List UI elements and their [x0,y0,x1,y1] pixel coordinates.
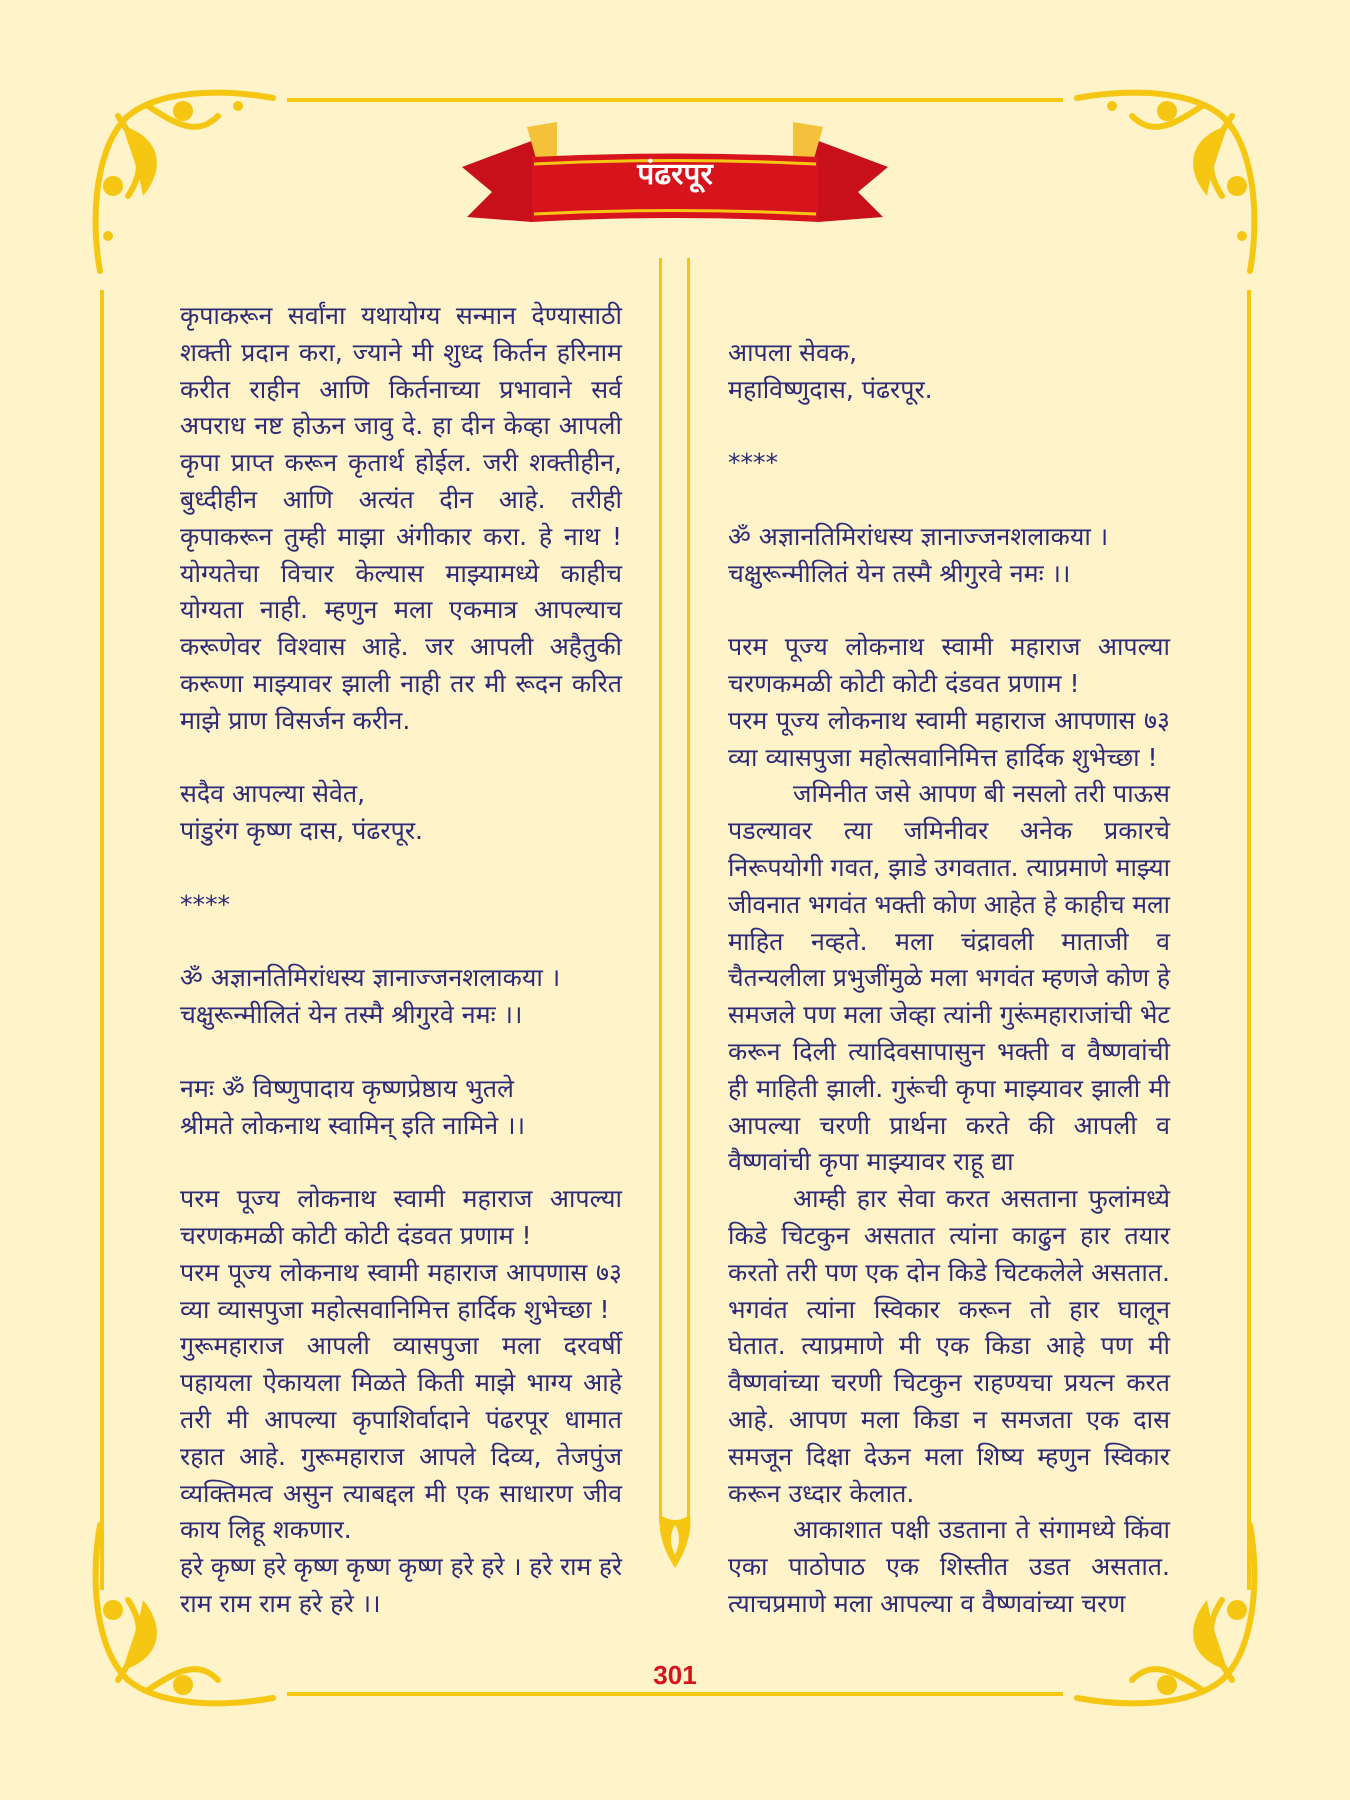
text-line: त्याचप्रमाणे मला आपल्या व वैष्णवांच्या चरण [728,1588,1126,1618]
text-line: करून दिली त्यादिवसापासुन भक्ती व वैष्णवांची [728,1036,1170,1066]
text-line-row [180,1218,622,1255]
text-line: घेतात. त्याप्रमाणे मी एक किडा आहे पण मी [728,1331,1170,1361]
paragraph [728,629,1170,703]
text-line-row [180,666,622,703]
right-column [728,298,1170,1623]
paragraph [728,335,1170,372]
text-line-row [728,1255,1170,1292]
text-line-row [180,1512,622,1549]
text-line: ही माहिती झाली. गुरूंची कृपा माझ्यावर झाली मी [728,1073,1170,1103]
text-line: करीत राहीन आणि किर्तनाच्या प्रभावाने सर्व [180,374,622,404]
paragraph [180,1549,622,1623]
text-line: आहे. आपण मला किडा न समजता एक दास [728,1404,1170,1434]
text-line: व्यक्तिमत्व असुन त्याबद्दल मी एक साधारण जीव [180,1478,622,1508]
paragraph [180,1255,622,1329]
text-line: आपला सेवक, [728,337,858,367]
text-line-row [180,445,622,482]
text-line: हरे कृष्ण हरे कृष्ण कृष्ण कृष्ण हरे हरे । हरे राम हरे [180,1552,623,1582]
divider-drop-ornament-icon [655,1510,695,1570]
text-line: महाविष्णुदास, पंढरपूर. [728,374,933,404]
paragraph [728,1181,1170,1512]
text-line: पडल्यावर त्या जमिनीवर अनेक प्रकारचे [728,816,1170,846]
text-line: ॐ अज्ञानतिमिरांधस्य ज्ञानाज्जनशलाकया । [728,521,1109,551]
text-line: परम पूज्य लोकनाथ स्वामी महाराज आपल्या [180,1184,622,1214]
text-line: चरणकमळी कोटी कोटी दंडवत प्रणाम ! [728,668,1080,698]
paragraph [180,1034,622,1071]
column-divider [687,258,690,1523]
text-line-row [728,960,1170,997]
text-line-row [728,1439,1170,1476]
paragraph [180,850,622,887]
text-line: वैष्णवांच्या चरणी चिटकुन राहण्यचा प्रयत्न करत [728,1368,1170,1398]
text-line-row [180,408,622,445]
text-line: सदैव आपल्या सेवेत, [180,779,366,809]
text-line: वैष्णवांची कृपा माझ्यावर राहू द्या [728,1147,1014,1177]
text-line-row [728,1218,1170,1255]
text-line-row [180,1108,622,1145]
text-line: **** [180,889,230,919]
text-line-row [728,1071,1170,1108]
text-line-row [180,1255,622,1292]
text-line: राम राम राम हरे हरे ।। [180,1588,381,1618]
text-line: व्या व्यासपुजा महोत्सवानिमित्त हार्दिक शुभेच्छा ! [728,742,1158,772]
text-line: एका पाठोपाठ एक शिस्तीत उडत असतात. [728,1552,1170,1582]
text-line-row [180,592,622,629]
text-line: पांडुरंग कृष्ण दास, पंढरपूर. [180,816,423,846]
page-number: 301 [653,1660,697,1690]
text-line-row [180,1476,622,1513]
text-line-row [180,1071,622,1108]
left-border-line [100,290,104,1590]
paragraph [728,592,1170,629]
text-line: कृपाकरून तुम्ही माझा अंगीकार करा. हे नाथ ! [180,521,622,551]
bottom-border-line [287,1692,1063,1696]
text-line-row [728,887,1170,924]
text-line-row [180,813,622,850]
text-line-row [180,850,622,887]
paragraph [180,1181,622,1255]
text-line-row [728,408,1170,445]
text-line: परम पूज्य लोकनाथ स्वामी महाराज आपणास ७३ [728,705,1170,735]
text-line-row [180,1292,622,1329]
text-line-row [180,1181,622,1218]
text-line-row [728,592,1170,629]
text-line: पहायला ऐकायला मिळते किती माझे भाग्य आहे [180,1368,622,1398]
text-line-row [180,924,622,961]
text-line-row [728,1181,1170,1218]
text-line-row [180,1365,622,1402]
text-line: आपल्या चरणी प्रार्थना करते की आपली व [728,1110,1170,1140]
text-line-row [728,850,1170,887]
text-line-row [728,372,1170,409]
text-line-row [728,666,1170,703]
text-line-row [728,556,1170,593]
text-line-row [728,1549,1170,1586]
corner-ornament-icon [1072,86,1262,276]
paragraph [728,408,1170,445]
text-line-row [180,1549,622,1586]
text-line-row [180,335,622,372]
text-line: परम पूज्य लोकनाथ स्वामी महाराज आपल्या [728,632,1170,662]
text-line: करूणा माझ्यावर झाली नाही तर मी रूदन करित [180,668,622,698]
text-line-row [728,1108,1170,1145]
text-line-row [180,997,622,1034]
text-line-row [728,1476,1170,1513]
paragraph [728,372,1170,409]
text-line-row [728,1365,1170,1402]
text-line-row [728,813,1170,850]
text-line: गुरूमहाराज आपली व्यासपुजा मला दरवर्षी [180,1331,622,1361]
right-border-line [1247,290,1251,1590]
text-line: **** [728,448,778,478]
paragraph [180,1108,622,1145]
text-line-row [728,482,1170,519]
paragraph [180,740,622,777]
paragraph [180,1328,622,1549]
text-line: व्या व्यासपुजा महोत्सवानिमित्त हार्दिक शुभेच्छा ! [180,1294,610,1324]
text-line-row [728,740,1170,777]
paragraph [180,776,622,813]
text-line-row [180,703,622,740]
text-line: शक्ती प्रदान करा, ज्याने मी शुध्द किर्तन हरिनाम [180,337,622,367]
text-line: आकाशात पक्षी उडताना ते संगामध्ये किंवा [793,1515,1170,1545]
paragraph [180,924,622,961]
paragraph [728,776,1170,1181]
text-line: योग्यतेचा विचार केल्यास माझ्यामध्ये काहीच [180,558,622,588]
paragraph [728,556,1170,593]
text-line: परम पूज्य लोकनाथ स्वामी महाराज आपणास ७३ [180,1257,622,1287]
text-line: निरूपयोगी गवत, झाडे उगवतात. त्याप्रमाणे माझ्या [728,852,1171,882]
paragraph [180,1071,622,1108]
text-line-row [728,519,1170,556]
text-line-row [180,482,622,519]
text-line: काय लिहू शकणार. [180,1515,352,1545]
paragraph [728,445,1170,482]
text-line: चरणकमळी कोटी कोटी दंडवत प्रणाम ! [180,1220,532,1250]
text-line-row [728,298,1170,335]
text-line-row [728,1586,1170,1623]
paragraph [728,482,1170,519]
text-line: समजून दिक्षा देऊन मला शिष्य म्हणुन स्विकार [728,1441,1170,1471]
paragraph [180,960,622,997]
text-line: चक्षुरून्मीलितं येन तस्मै श्रीगुरवे नमः ।। [180,1000,523,1030]
column-divider [659,258,662,1523]
text-line-row [728,703,1170,740]
paragraph [180,1144,622,1181]
text-line-row [180,1439,622,1476]
text-line: अपराध नष्ट होऊन जावु दे. हा दीन केव्हा आपली [180,411,622,441]
paragraph [728,298,1170,335]
text-line: योग्यता नाही. म्हणुन मला एकमात्र आपल्याच [180,595,622,625]
text-line: किडे चिटकुन असतात त्यांना काढुन हार तयार [728,1220,1170,1250]
text-line: आम्ही हार सेवा करत असताना फुलांमध्ये [793,1184,1170,1214]
text-line: तरी मी आपल्या कृपाशिर्वादाने पंढरपूर धामात [180,1404,622,1434]
text-line: चक्षुरून्मीलितं येन तस्मै श्रीगुरवे नमः ।। [728,558,1071,588]
text-line: ॐ अज्ञानतिमिरांधस्य ज्ञानाज्जनशलाकया । [180,963,561,993]
corner-ornament-icon [88,86,278,276]
text-line: कृपाकरून सर्वांना यथायोग्य सन्मान देण्यासाठी [180,301,622,330]
text-line: करतो तरी पण एक दोन किडे चिटकलेले असतात. [728,1257,1170,1287]
text-line: रहात आहे. गुरूमहाराज आपले दिव्य, तेजपुंज [180,1441,622,1471]
text-line-row [180,1328,622,1365]
text-line-row [728,1512,1170,1549]
text-line-row [180,1144,622,1181]
text-line-row [180,1402,622,1439]
paragraph [180,997,622,1034]
page-title: पंढरपूर [637,157,713,192]
text-line: श्रीमते लोकनाथ स्वामिन् इति नामिने ।। [180,1110,526,1140]
text-line: चैतन्यलीला प्रभुजींमुळे मला भगवंत म्हणजे कोण हे [728,963,1171,993]
text-line-row [728,997,1170,1034]
text-line: जीवनात भगवंत भक्ती कोण आहेत हे काहीच मला [728,889,1171,919]
paragraph [180,887,622,924]
text-line: माझे प्राण विसर्जन करीन. [180,705,411,735]
text-line-row [180,556,622,593]
text-line-row [180,1586,622,1623]
text-line-row [728,1034,1170,1071]
paragraph [728,1512,1170,1622]
text-line-row [728,1144,1170,1181]
text-line-row [180,629,622,666]
text-line: नमः ॐ विष्णुपादाय कृष्णप्रेष्ठाय भुतले [180,1073,514,1103]
paragraph [728,519,1170,556]
text-line: भगवंत त्यांना स्विकार करून तो हार घालून [728,1294,1170,1324]
text-line-row [728,629,1170,666]
paragraph [180,813,622,850]
text-line-row [728,1292,1170,1329]
text-line: करून उध्दार केलात. [728,1478,915,1508]
text-line-row [728,776,1170,813]
text-line-row [180,1034,622,1071]
text-line-row [180,887,622,924]
text-line: जमिनीत जसे आपण बी नसलो तरी पाऊस [793,779,1171,809]
text-line-row [180,960,622,997]
text-line-row [180,740,622,777]
text-line-row [180,776,622,813]
text-line: करूणेवर विश्वास आहे. जर आपली अहैतुकी [180,632,622,662]
top-border-line [287,98,1063,102]
text-line: समजले पण मला जेव्हा त्यांनी गुरूंमहाराजांची भेट [728,1000,1171,1030]
paragraph [728,703,1170,777]
text-line-row [728,335,1170,372]
text-line-row [728,924,1170,961]
text-line: कृपा प्राप्त करून कृतार्थ होईल. जरी शक्तीहीन, [180,448,622,478]
left-column [180,298,622,1623]
text-line-row [180,372,622,409]
text-line-row [180,298,622,335]
text-line-row [728,1328,1170,1365]
text-line-row [180,519,622,556]
text-line-row [728,445,1170,482]
text-line-row [728,1402,1170,1439]
paragraph [180,298,622,740]
text-line: बुध्दीहीन आणि अत्यंत दीन आहे. तरीही [180,484,622,514]
text-line: माहित नव्हते. मला चंद्रावली माताजी व [728,926,1170,956]
